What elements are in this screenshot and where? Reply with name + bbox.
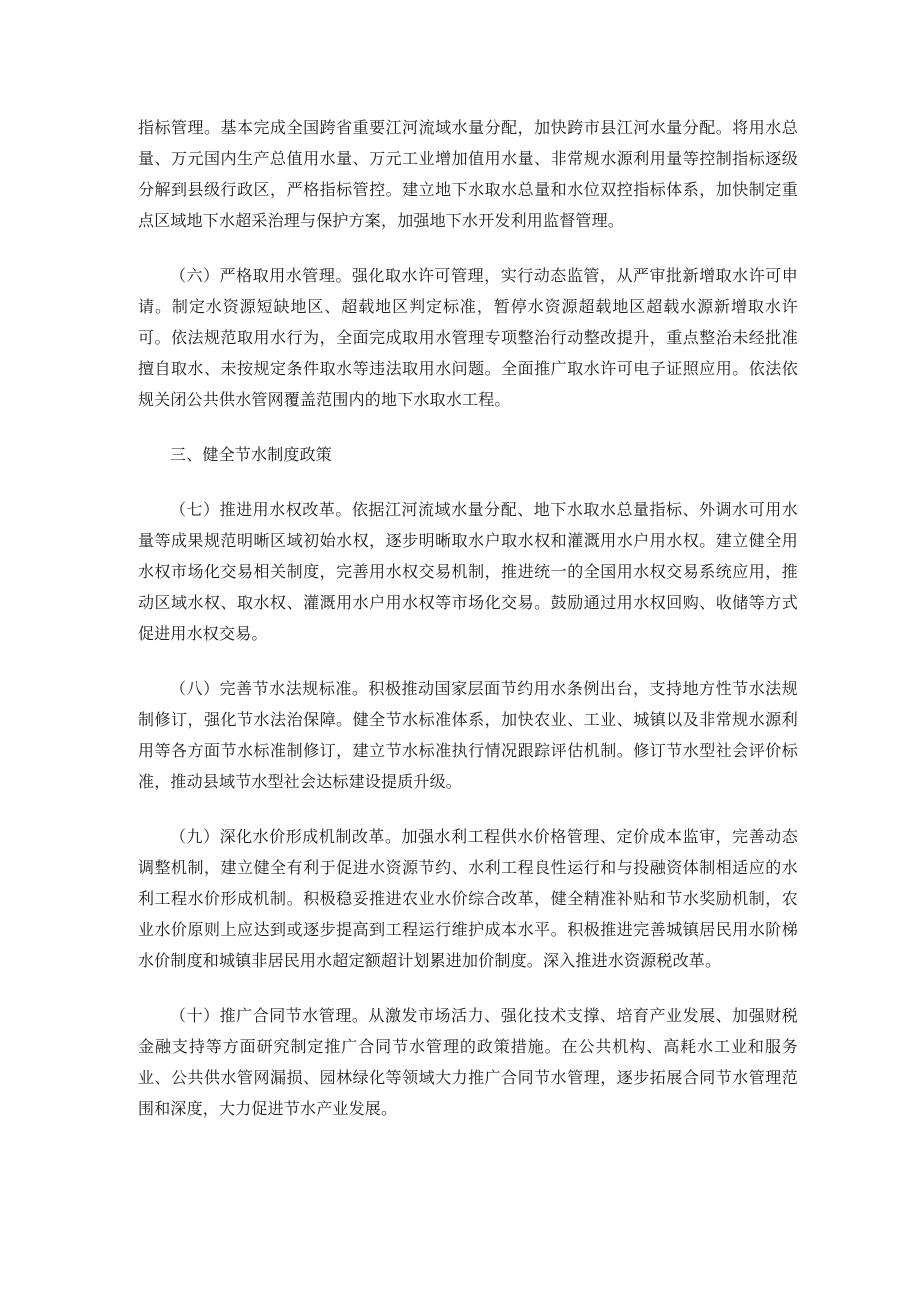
paragraph-continued: 指标管理。基本完成全国跨省重要江河流域水量分配，加快跨市县江河水量分配。将用水总量、万元国内生产总值用水量、万元工业增加值用水量、非常规水源利用量等控制指标逐级分解到县级行政区，严格指标管控。建立地下水取水总量和水位双控指标体系，加快制定重点区域地下水超采治理与保护方案，加强地下水开发利用监督管理。 [138, 118, 798, 230]
paragraph-6: （六）严格取用水管理。强化取水许可管理，实行动态监管，从严审批新增取水许可申请。制定水资源短缺地区、超载地区判定标准，暂停水资源超载地区超载水源新增取水许可。依法规范取用水行为，全面完成取用水管理专项整治行动整改提升，重点整治未经批准擅自取水、未按规定条件取水等违法取用水问题。全面推广取水许可电子证照应用。依法依规关闭公共供水管网覆盖范围内的地下水取水工程。 [138, 266, 798, 409]
paragraph-7: （七）推进用水权改革。依据江河流域水量分配、地下水取水总量指标、外调水可用水量等成果规范明晰区域初始水权，逐步明晰取水户取水权和灌溉用水户用水权。建立健全用水权市场化交易相关制度，完善用水权交易机制，推进统一的全国用水权交易系统应用，推动区域水权、取水权、灌溉用水户用水权等市场化交易。鼓励通过用水权回购、收储等方式促进用水权交易。 [138, 500, 798, 643]
paragraph-10: （十）推广合同节水管理。从激发市场活力、强化技术支撑、培育产业发展、加强财税金融支持等方面研究制定推广合同节水管理的政策措施。在公共机构、高耗水工业和服务业、公共供水管网漏损、园林绿化等领域大力推广合同节水管理，逐步拓展合同节水管理范围和深度，大力促进节水产业发展。 [138, 1006, 798, 1118]
paragraph-8: （八）完善节水法规标准。积极推动国家层面节约用水条例出台，支持地方性节水法规制修订，强化节水法治保障。健全节水标准体系，加快农业、工业、城镇以及非常规水源利用等各方面节水标准制修订，建立节水标准执行情况跟踪评估机制。修订节水型社会评价标准，推动县域节水型社会达标建设提质升级。 [138, 679, 798, 791]
document-body [138, 112, 798, 1148]
paragraph-9: （九）深化水价形成机制改革。加强水利工程供水价格管理、定价成本监审，完善动态调整机制，建立健全有利于促进水资源节约、水利工程良性运行和与投融资体制相适应的水利工程水价形成机制。积极稳妥推进农业水价综合改革，健全精准补贴和节水奖励机制，农业水价原则上应达到或逐步提高到工程运行维护成本水平。积极推进完善城镇居民用水阶梯水价制度和城镇非居民用水超定额超计划累进加价制度。深入推进水资源税改革。 [138, 827, 798, 970]
section-heading-3: 三、健全节水制度政策 [170, 445, 333, 464]
